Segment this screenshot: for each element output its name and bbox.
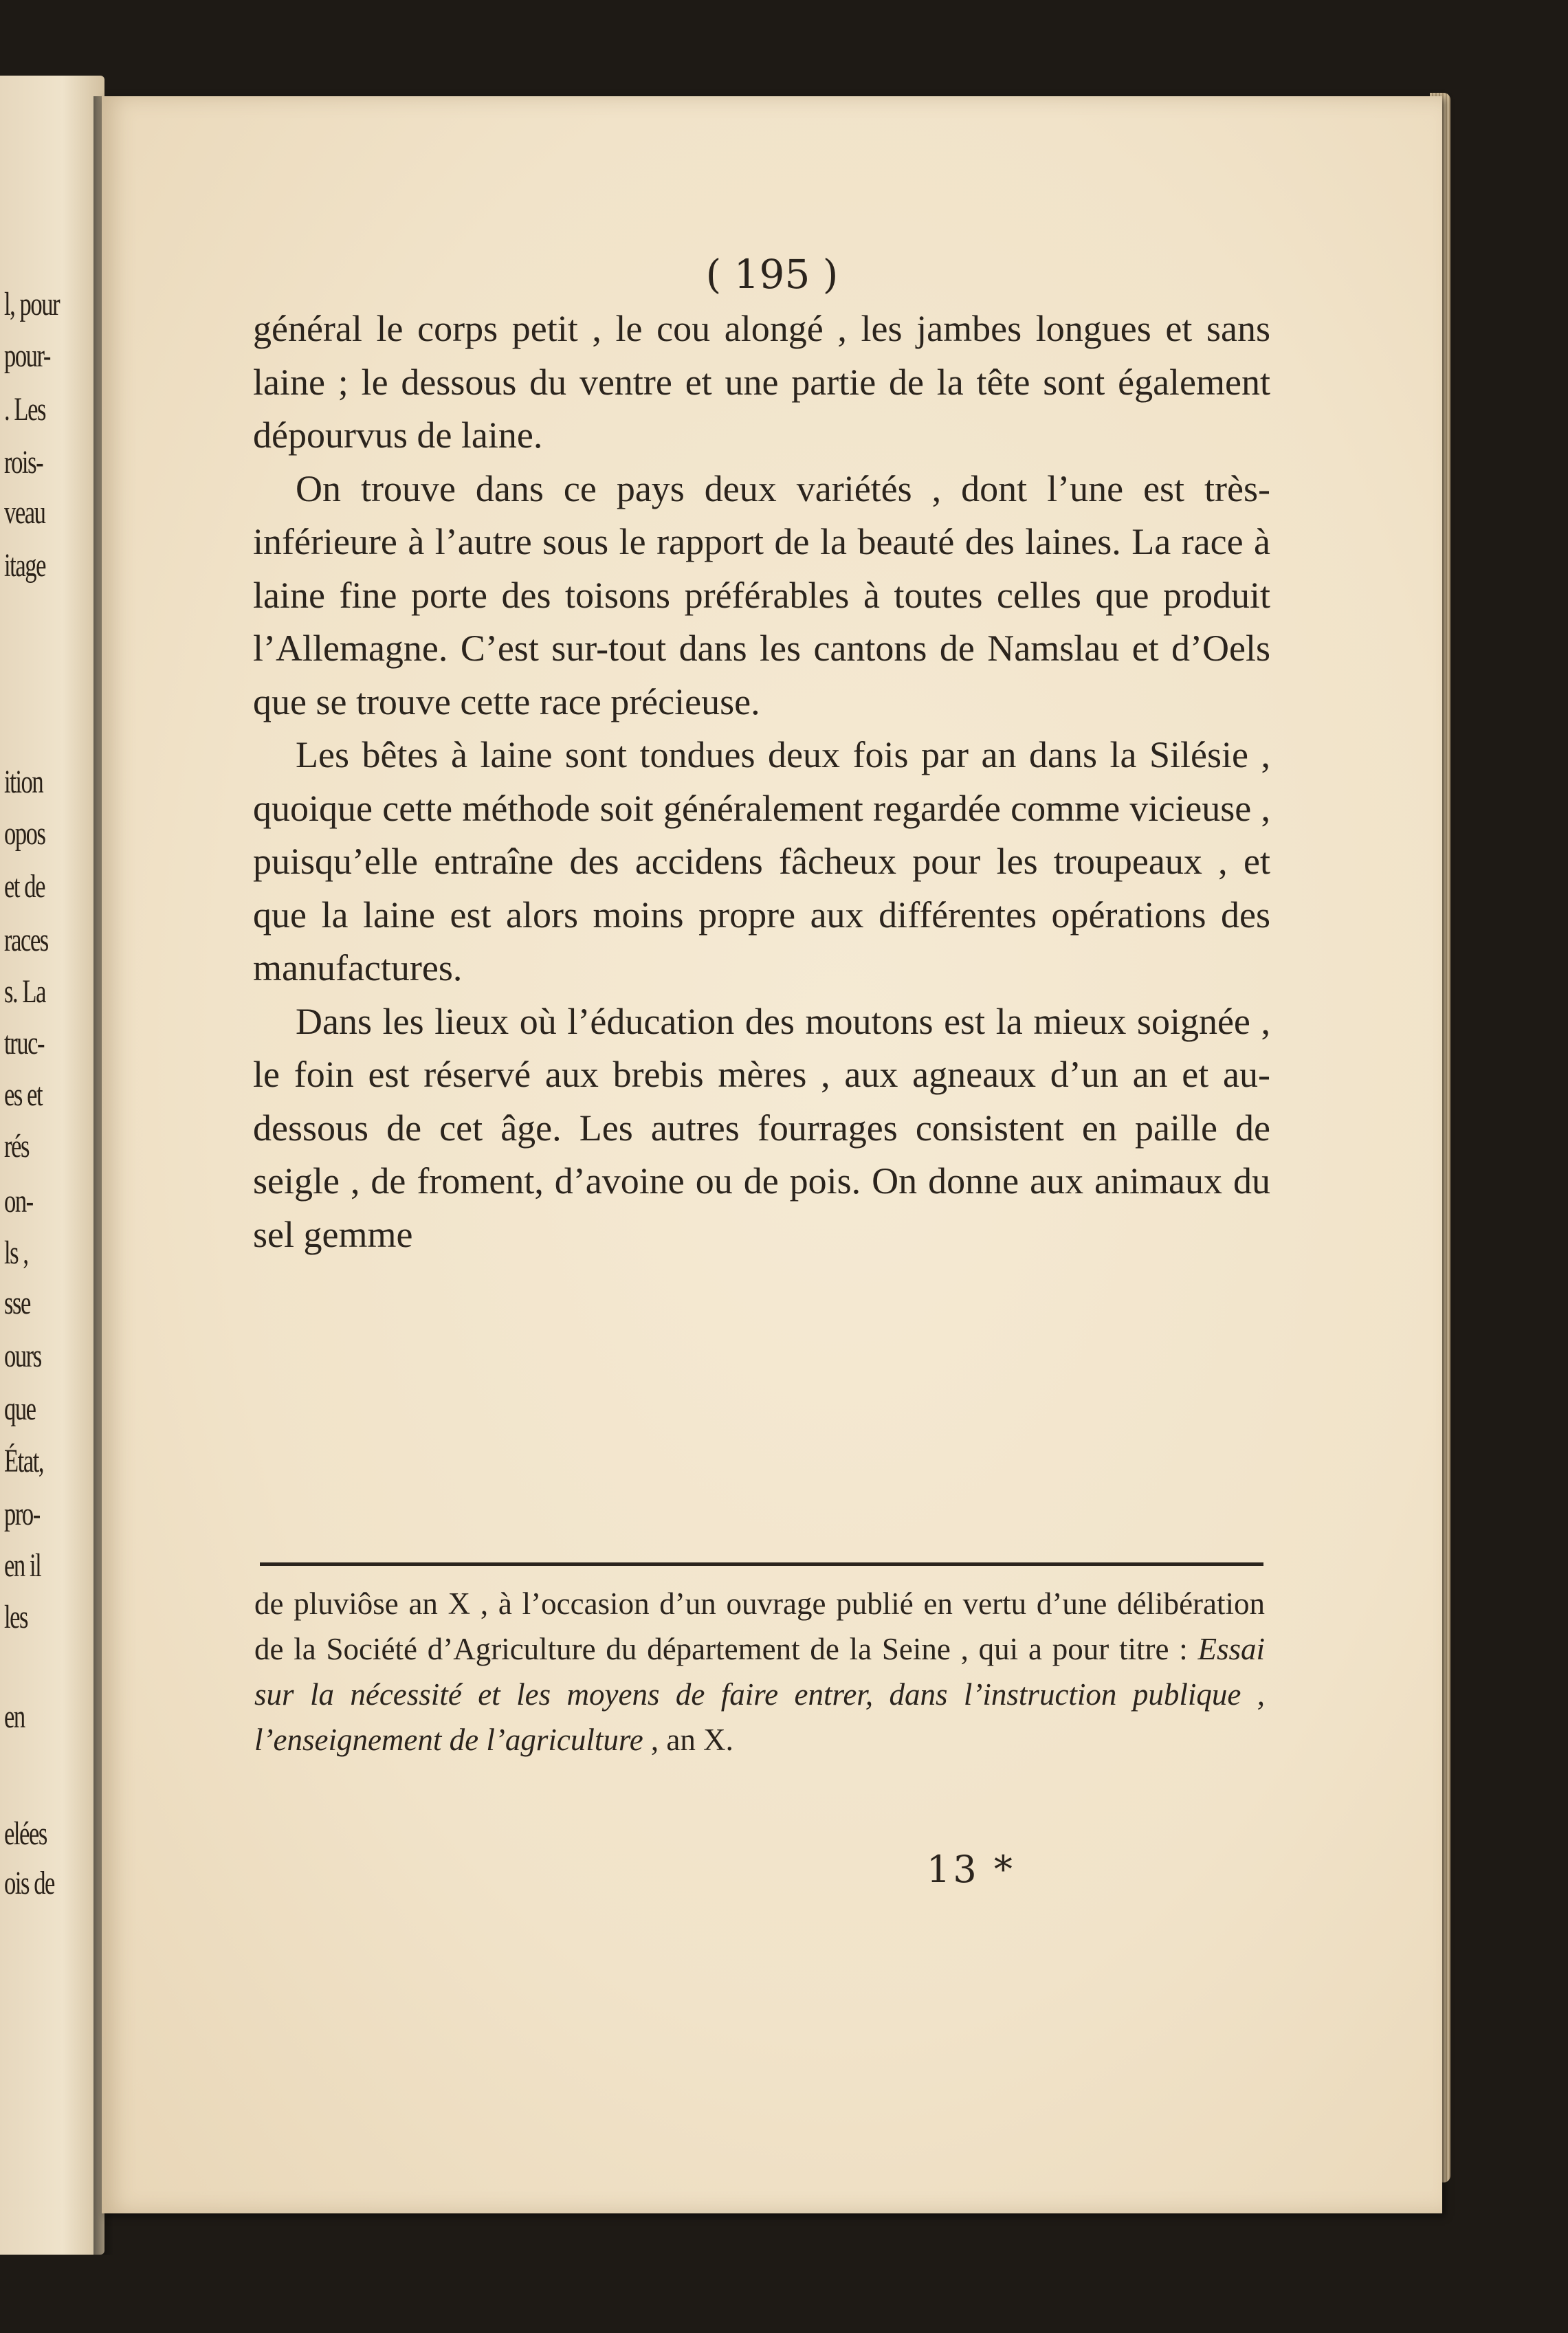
facing-page xyxy=(0,76,104,2255)
page-number-header: ( 195 ) xyxy=(705,251,839,298)
facing-page-fragment: es et xyxy=(4,1076,43,1113)
facing-page-fragment: truc- xyxy=(4,1025,45,1061)
footnote-title: Essai sur la nécessité et les moyens de faire entrer, dans l’instruction publique , l’enseignement de l’agriculture xyxy=(254,1632,1265,1757)
facing-page-fragment: pour- xyxy=(4,338,50,374)
facing-page-fragment: itage xyxy=(4,547,45,584)
facing-page-fragment: elées xyxy=(4,1815,47,1852)
facing-page-fragment: en xyxy=(4,1699,25,1735)
facing-page-fragment: races xyxy=(4,922,48,958)
facing-page-fragment: État, xyxy=(4,1443,44,1479)
facing-page-fragment: rés xyxy=(4,1128,29,1164)
facing-page-fragment: ition xyxy=(4,764,43,800)
facing-page-fragment: ois de xyxy=(4,1865,54,1901)
paragraph-2: On trouve dans ce pays deux variétés , dont l’une est très-inférieure à l’autre sous le rapport de la beauté des laines. La race à laine fine porte des toisons préférables à toutes celles que produit l’Allemagne. C’est sur-tout dans les cantons de Namslau et d’Oels que se trouve cette race précieuse. xyxy=(253,467,1270,722)
facing-page-fragment: rois- xyxy=(4,444,43,480)
paragraph-1: général le corps petit , le cou alongé , les jambes longues et sans laine ; le dessous du ventre et une partie de la tête sont également dépourvus de laine. xyxy=(253,308,1270,456)
facing-page-fragment: ls , xyxy=(4,1235,28,1271)
footnote-end: , an X. xyxy=(643,1723,733,1757)
facing-page-fragment: opos xyxy=(4,815,45,852)
facing-page-fragment: s. La xyxy=(4,973,45,1010)
signature-mark: 13 * xyxy=(927,1848,1015,1891)
facing-page-fragment: que xyxy=(4,1391,36,1427)
facing-page-fragment: on- xyxy=(4,1183,33,1219)
facing-page-fragment: sse xyxy=(4,1285,30,1321)
facing-page-fragment: ours xyxy=(4,1338,41,1374)
facing-page-fragment: pro- xyxy=(4,1496,40,1532)
footnote-rule xyxy=(260,1562,1263,1566)
footnote-text: de pluviôse an X , à l’occasion d’un ouvrage publié en vertu d’une délibération de la Société d’Agriculture du département de la Seine , qui a pour titre : xyxy=(254,1586,1265,1666)
facing-page-fragment: les xyxy=(4,1599,28,1635)
footnote xyxy=(254,1581,1265,1762)
facing-page-fragment: veau xyxy=(4,494,45,531)
facing-page-fragment: l, pour xyxy=(4,286,60,322)
paragraph-4: Dans les lieux où l’éducation des moutons est la mieux soignée , le foin est réservé aux brebis mères , aux agneaux d’un an et au-dessous de cet âge. Les autres fourrages consistent en paille de seigle , de froment, d’avoine ou de pois. On donne aux animaux du sel gemme xyxy=(253,1000,1270,1255)
facing-page-fragment: . Les xyxy=(4,391,45,428)
book-page xyxy=(102,96,1442,2213)
facing-page-fragment: en il xyxy=(4,1547,41,1584)
facing-page-fragment: et de xyxy=(4,868,45,905)
main-text xyxy=(253,302,1270,1261)
paragraph-3: Les bêtes à laine sont tondues deux fois par an dans la Silésie , quoique cette méthode soit généralement regardée comme vicieuse , puisqu’elle entraîne des accidens fâcheux pour les troupeaux , et que la laine est alors moins propre aux différentes opérations des manufactures. xyxy=(253,734,1270,988)
